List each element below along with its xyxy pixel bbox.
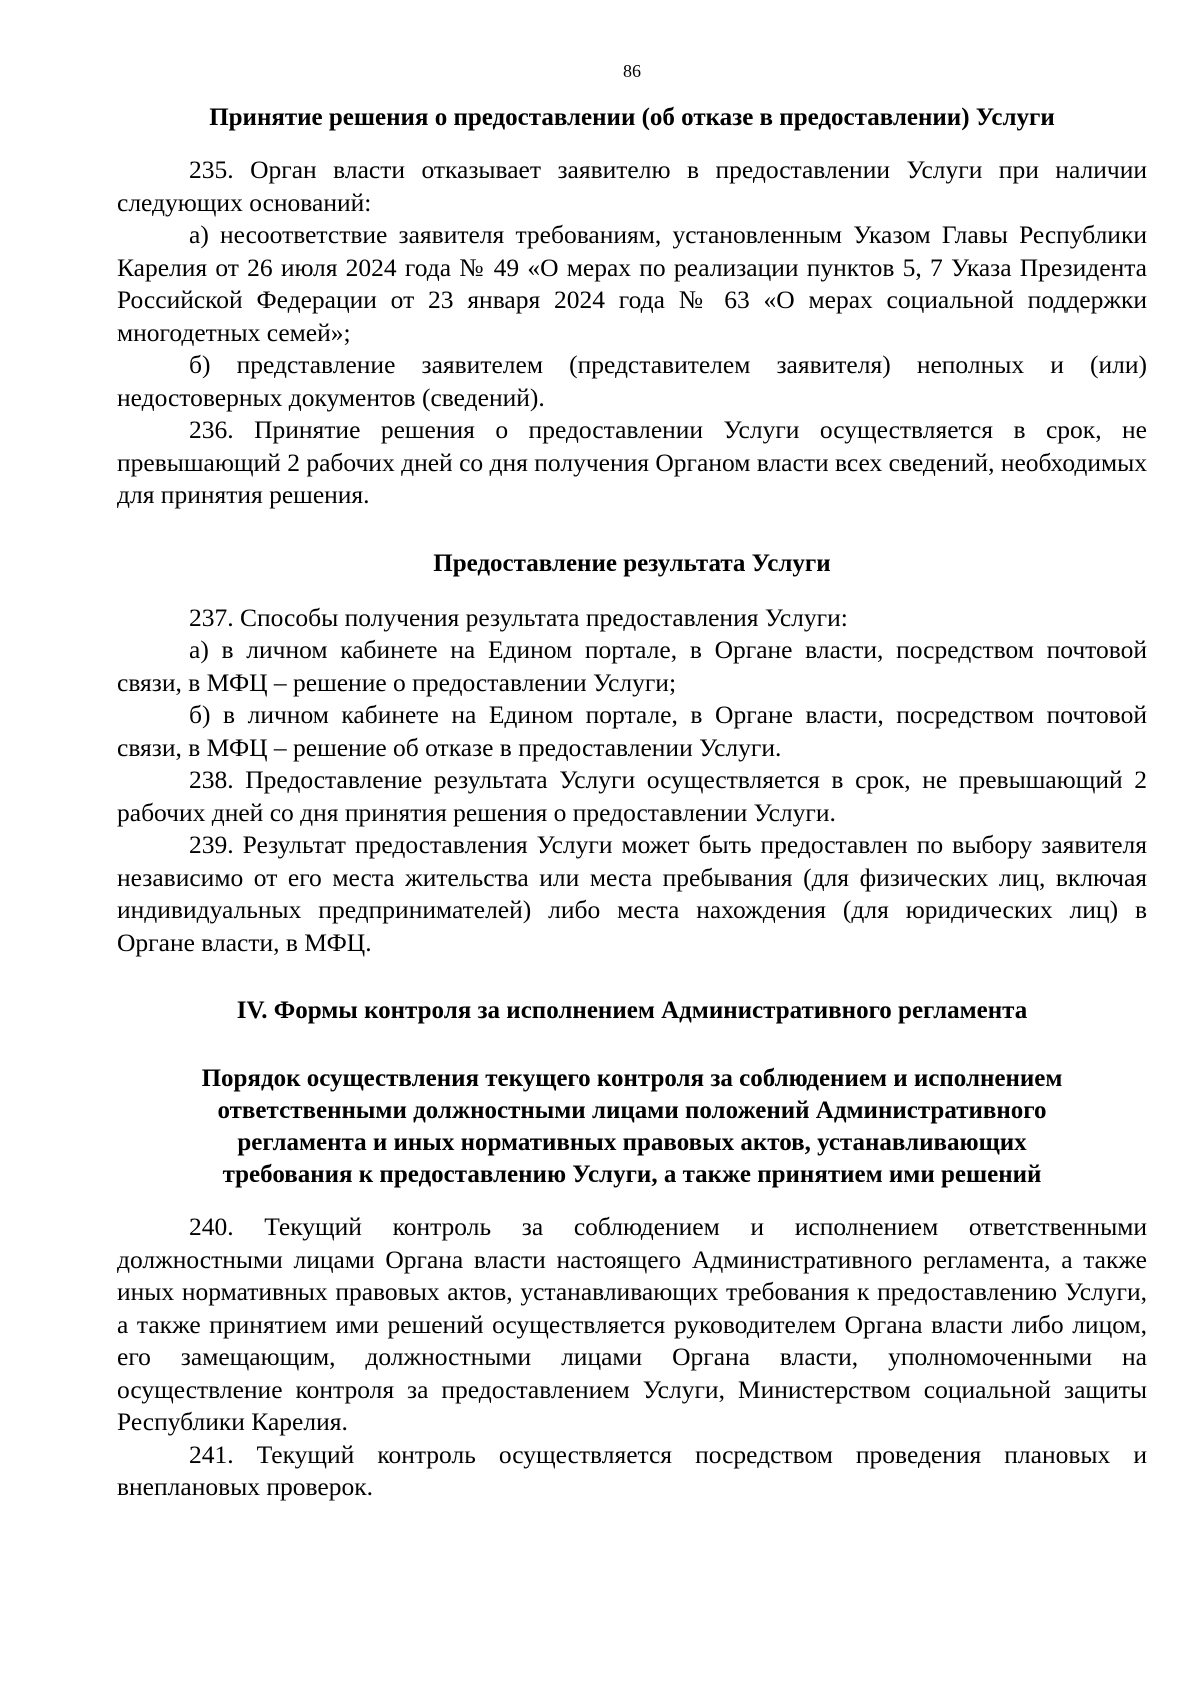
section-heading-result: Предоставление результата Услуги <box>433 549 831 577</box>
page-number: 86 <box>623 61 641 81</box>
section-heading-decision: Принятие решения о предоставлении (об отказе в предоставлении) Услуги <box>209 104 1055 131</box>
paragraph-237: 237. Способы получения результата предоставления Услуги: <box>189 602 848 632</box>
paragraph-239: 239. Результат предоставления Услуги может быть предоставлен по выбору заявителя независимо от его места жительства или места пребывания (для физических лиц, включая индивидуальных предпринимателей) либо места нахождения (для юридических лиц) в Органе власти, в МФЦ. <box>117 830 1147 957</box>
paragraph-235-a: а) несоответствие заявителя требованиям, установленным Указом Главы Республики Карелия от 26 июля 2024 года № 49 «О мерах по реализации пунктов 5, 7 Указа Президента Российской Федерации от 23 января 2024 года № 63 «О мерах социальной поддержки многодетных семей»; <box>117 220 1147 347</box>
paragraph-240: 240. Текущий контроль за соблюдением и исполнением ответственными должностными лицами Органа власти настоящего Административного регламента, а также иных нормативных правовых актов, устанавливающих требования к предоставлению Услуги, а также принятием ими решений осуществляется руководителем Органа власти либо лицом, его замещающим, должностными лицами Органа власти, уполномоченными на осуществление контроля за предоставлением Услуги, Министерством социальной защиты Республики Карелия. <box>117 1212 1147 1436</box>
section-heading-control-line-4: требования к предоставлению Услуги, а также принятием ими решений <box>222 1161 1042 1188</box>
section-heading-control-line-2: ответственными должностными лицами положений Административного <box>217 1097 1047 1124</box>
document-page <box>117 60 1147 1504</box>
paragraph-238: 238. Предоставление результата Услуги осуществляется в срок, не превышающий 2 рабочих дней со дня принятия решения о предоставлении Услуги. <box>117 765 1147 827</box>
chapter-heading-iv: IV. Формы контроля за исполнением Административного регламента <box>236 997 1028 1024</box>
section-heading-control <box>117 1063 1147 1191</box>
paragraph-237-a: а) в личном кабинете на Едином портале, в Органе власти, посредством почтовой связи, в МФЦ – решение о предоставлении Услуги; <box>117 635 1147 697</box>
paragraph-237-b: б) в личном кабинете на Едином портале, в Органе власти, посредством почтовой связи, в МФЦ – решение об отказе в предоставлении Услуги. <box>117 700 1147 762</box>
section-heading-control-line-1: Порядок осуществления текущего контроля за соблюдением и исполнением <box>201 1065 1063 1092</box>
paragraph-235-b: б) представление заявителем (представителем заявителя) неполных и (или) недостоверных документов (сведений). <box>117 350 1147 412</box>
paragraph-235: 235. Орган власти отказывает заявителю в предоставлении Услуги при наличии следующих оснований: <box>117 155 1147 217</box>
paragraph-236: 236. Принятие решения о предоставлении Услуги осуществляется в срок, не превышающий 2 рабочих дней со дня получения Органом власти всех сведений, необходимых для принятия решения. <box>117 415 1147 509</box>
paragraph-241: 241. Текущий контроль осуществляется посредством проведения плановых и внеплановых проверок. <box>117 1439 1147 1501</box>
section-heading-control-line-3: регламента и иных нормативных правовых актов, устанавливающих <box>237 1129 1027 1156</box>
